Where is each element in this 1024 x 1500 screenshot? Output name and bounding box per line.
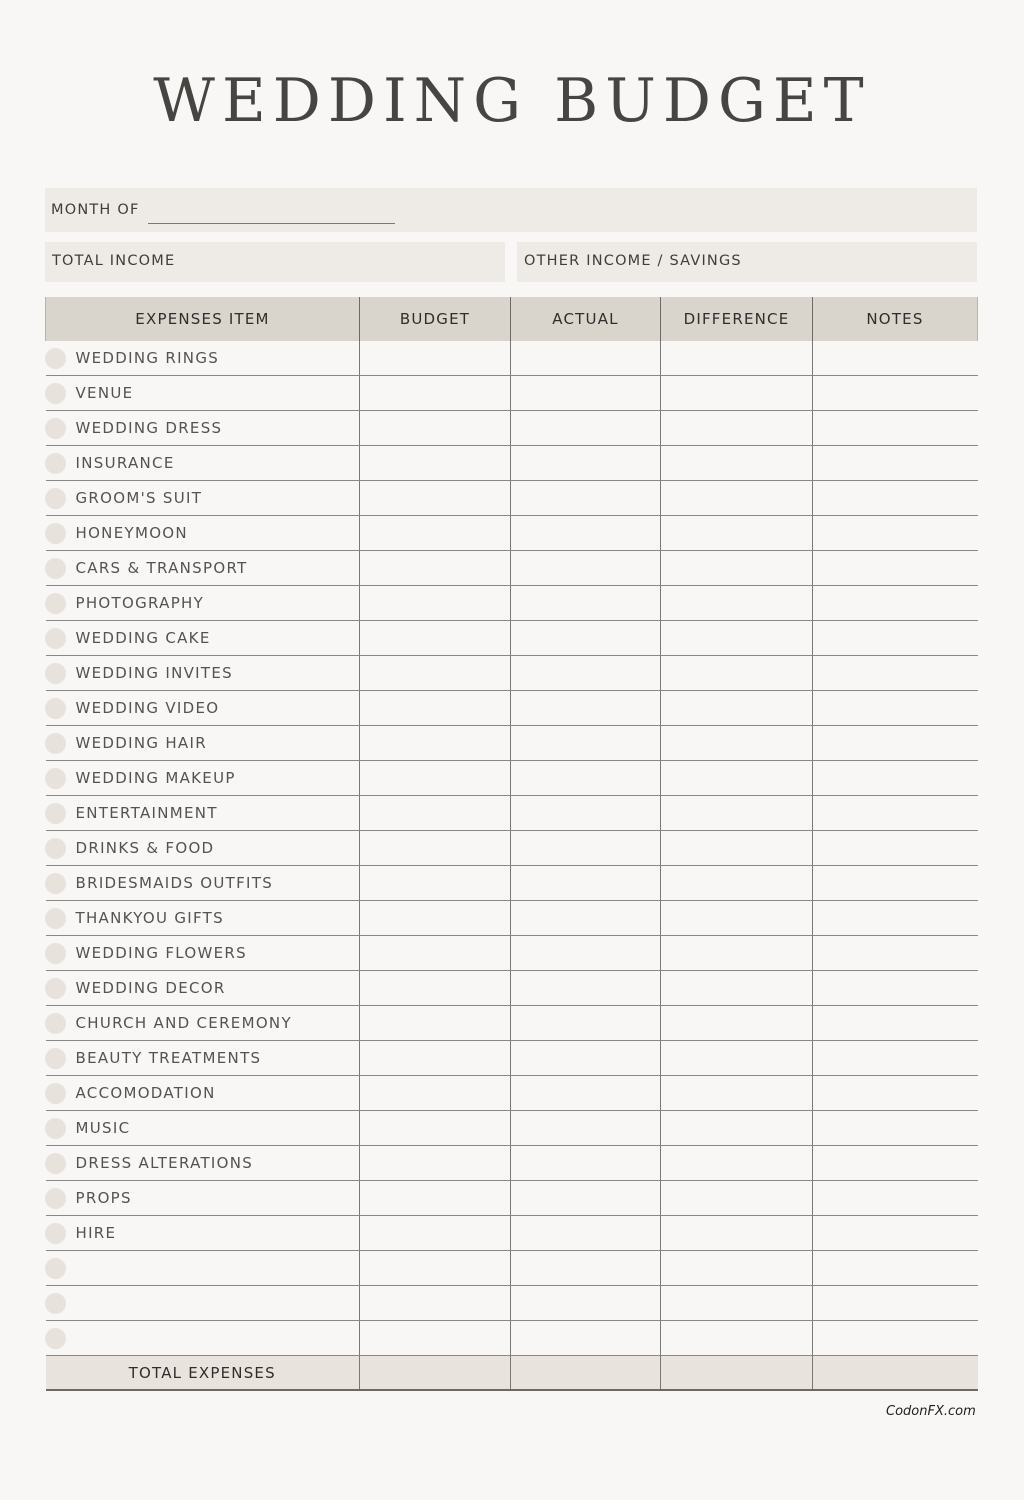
page-title: WEDDING BUDGET	[153, 66, 871, 136]
actual-cell[interactable]	[511, 341, 661, 376]
actual-cell[interactable]	[511, 1251, 661, 1286]
notes-cell[interactable]	[813, 1111, 978, 1146]
bullet-circle-icon[interactable]	[45, 628, 66, 649]
actual-cell[interactable]	[511, 796, 661, 831]
total-budget-cell[interactable]	[360, 1356, 511, 1391]
expense-item-cell[interactable]	[46, 1216, 360, 1251]
table-row	[46, 1251, 978, 1286]
actual-cell[interactable]	[511, 936, 661, 971]
actual-cell[interactable]	[511, 1076, 661, 1111]
difference-cell[interactable]	[661, 621, 813, 656]
expense-item-label: WEDDING HAIR	[75, 734, 207, 752]
expense-item-label: GROOM'S SUIT	[75, 489, 203, 507]
table-row	[46, 1321, 978, 1356]
table-row	[46, 621, 978, 656]
expense-item-cell[interactable]	[46, 1181, 360, 1216]
difference-cell[interactable]	[661, 586, 813, 621]
expense-item-cell[interactable]	[46, 936, 360, 971]
expense-item-cell[interactable]	[46, 1251, 360, 1286]
expense-item-label: BEAUTY TREATMENTS	[75, 1049, 262, 1067]
table-row	[46, 1041, 978, 1076]
total-difference-cell[interactable]	[661, 1356, 813, 1391]
table-row	[46, 1216, 978, 1251]
expense-item-label: PROPS	[75, 1189, 132, 1207]
notes-cell[interactable]	[813, 831, 978, 866]
column-header-actual: ACTUAL	[511, 297, 661, 341]
actual-cell[interactable]	[511, 866, 661, 901]
expense-item-label: VENUE	[75, 384, 134, 402]
expense-item-cell[interactable]	[46, 621, 360, 656]
difference-cell[interactable]	[661, 516, 813, 551]
actual-cell[interactable]	[511, 411, 661, 446]
actual-cell[interactable]	[511, 1181, 661, 1216]
expense-item-cell[interactable]	[46, 1321, 360, 1356]
notes-cell[interactable]	[813, 691, 978, 726]
difference-cell[interactable]	[661, 796, 813, 831]
bullet-circle-icon[interactable]	[45, 768, 66, 789]
bullet-circle-icon[interactable]	[45, 1258, 66, 1279]
notes-cell[interactable]	[813, 1006, 978, 1041]
notes-cell[interactable]	[813, 1076, 978, 1111]
actual-cell[interactable]	[511, 831, 661, 866]
other-income-field[interactable]	[517, 242, 977, 282]
expense-item-label: DRESS ALTERATIONS	[75, 1154, 254, 1172]
bullet-circle-icon[interactable]	[45, 1328, 66, 1349]
bullet-circle-icon[interactable]	[45, 698, 66, 719]
difference-cell[interactable]	[661, 1076, 813, 1111]
actual-cell[interactable]	[511, 1111, 661, 1146]
budget-cell[interactable]	[360, 866, 511, 901]
budget-cell[interactable]	[360, 1251, 511, 1286]
difference-cell[interactable]	[661, 446, 813, 481]
budget-cell[interactable]	[360, 1076, 511, 1111]
table-row	[46, 726, 978, 761]
table-row	[46, 586, 978, 621]
budget-cell[interactable]	[360, 726, 511, 761]
actual-cell[interactable]	[511, 761, 661, 796]
expense-item-cell[interactable]	[46, 1076, 360, 1111]
expense-item-cell[interactable]	[46, 656, 360, 691]
column-header-notes: NOTES	[813, 297, 978, 341]
difference-cell[interactable]	[661, 1251, 813, 1286]
notes-cell[interactable]	[813, 726, 978, 761]
expense-item-label: WEDDING INVITES	[75, 664, 233, 682]
expense-item-label: HONEYMOON	[75, 524, 188, 542]
bullet-circle-icon[interactable]	[45, 1083, 66, 1104]
notes-cell[interactable]	[813, 621, 978, 656]
budget-cell[interactable]	[360, 971, 511, 1006]
table-row	[46, 376, 978, 411]
table-row	[46, 411, 978, 446]
difference-cell[interactable]	[661, 691, 813, 726]
budget-cell[interactable]	[360, 446, 511, 481]
table-header-row	[46, 297, 978, 341]
actual-cell[interactable]	[511, 621, 661, 656]
expense-item-cell[interactable]	[46, 971, 360, 1006]
difference-cell[interactable]	[661, 1286, 813, 1321]
expense-item-label: PHOTOGRAPHY	[75, 594, 205, 612]
expense-item-cell[interactable]	[46, 551, 360, 586]
expense-item-cell[interactable]	[46, 901, 360, 936]
budget-cell[interactable]	[360, 411, 511, 446]
bullet-circle-icon[interactable]	[45, 348, 66, 369]
budget-cell[interactable]	[360, 516, 511, 551]
total-expenses-row	[46, 1356, 978, 1391]
expense-item-cell[interactable]	[46, 866, 360, 901]
expense-item-cell[interactable]	[46, 446, 360, 481]
difference-cell[interactable]	[661, 971, 813, 1006]
table-row	[46, 1111, 978, 1146]
difference-cell[interactable]	[661, 1146, 813, 1181]
table-row	[46, 1006, 978, 1041]
notes-cell[interactable]	[813, 1181, 978, 1216]
expense-item-cell[interactable]	[46, 1286, 360, 1321]
expense-item-label: MUSIC	[75, 1119, 131, 1137]
actual-cell[interactable]	[511, 446, 661, 481]
notes-cell[interactable]	[813, 656, 978, 691]
other-income-label: OTHER INCOME / SAVINGS	[524, 253, 742, 269]
difference-cell[interactable]	[661, 551, 813, 586]
difference-cell[interactable]	[661, 936, 813, 971]
expense-item-cell[interactable]	[46, 586, 360, 621]
bullet-circle-icon[interactable]	[45, 1153, 66, 1174]
expense-item-label: DRINKS & FOOD	[75, 839, 215, 857]
notes-cell[interactable]	[813, 1146, 978, 1181]
difference-cell[interactable]	[661, 1321, 813, 1356]
actual-cell[interactable]	[511, 656, 661, 691]
bullet-circle-icon[interactable]	[45, 418, 66, 439]
difference-cell[interactable]	[661, 376, 813, 411]
expense-item-cell[interactable]	[46, 376, 360, 411]
table-row	[46, 341, 978, 376]
bullet-circle-icon[interactable]	[45, 488, 66, 509]
table-row	[46, 551, 978, 586]
table-row	[46, 516, 978, 551]
expense-item-label: HIRE	[75, 1224, 117, 1242]
actual-cell[interactable]	[511, 1146, 661, 1181]
budget-cell[interactable]	[360, 621, 511, 656]
month-of-field[interactable]	[45, 188, 977, 232]
expense-item-label: ACCOMODATION	[75, 1084, 216, 1102]
budget-cell[interactable]	[360, 481, 511, 516]
expense-item-cell[interactable]	[46, 1111, 360, 1146]
bullet-circle-icon[interactable]	[45, 453, 66, 474]
bullet-circle-icon[interactable]	[45, 558, 66, 579]
bullet-circle-icon[interactable]	[45, 838, 66, 859]
actual-cell[interactable]	[511, 971, 661, 1006]
expense-item-cell[interactable]	[46, 726, 360, 761]
actual-cell[interactable]	[511, 1216, 661, 1251]
budget-cell[interactable]	[360, 901, 511, 936]
difference-cell[interactable]	[661, 1006, 813, 1041]
month-of-label: MONTH OF	[51, 202, 140, 218]
total-notes-cell[interactable]	[813, 1356, 978, 1391]
expense-item-label: WEDDING RINGS	[75, 349, 220, 367]
bullet-circle-icon[interactable]	[45, 908, 66, 929]
expense-item-cell[interactable]	[46, 481, 360, 516]
table-row	[46, 1181, 978, 1216]
notes-cell[interactable]	[813, 971, 978, 1006]
notes-cell[interactable]	[813, 866, 978, 901]
difference-cell[interactable]	[661, 901, 813, 936]
table-row	[46, 901, 978, 936]
table-row	[46, 971, 978, 1006]
difference-cell[interactable]	[661, 866, 813, 901]
actual-cell[interactable]	[511, 516, 661, 551]
difference-cell[interactable]	[661, 411, 813, 446]
table-row	[46, 866, 978, 901]
column-header-expenses-item: EXPENSES ITEM	[46, 297, 360, 341]
actual-cell[interactable]	[511, 726, 661, 761]
bullet-circle-icon[interactable]	[45, 733, 66, 754]
bullet-circle-icon[interactable]	[45, 383, 66, 404]
expense-item-cell[interactable]	[46, 691, 360, 726]
notes-cell[interactable]	[813, 1251, 978, 1286]
budget-cell[interactable]	[360, 761, 511, 796]
expense-item-cell[interactable]	[46, 341, 360, 376]
budget-cell[interactable]	[360, 341, 511, 376]
table-row	[46, 936, 978, 971]
difference-cell[interactable]	[661, 481, 813, 516]
table-row	[46, 481, 978, 516]
difference-cell[interactable]	[661, 831, 813, 866]
total-income-label: TOTAL INCOME	[52, 253, 176, 269]
budget-cell[interactable]	[360, 1286, 511, 1321]
actual-cell[interactable]	[511, 1006, 661, 1041]
notes-cell[interactable]	[813, 1041, 978, 1076]
budget-cell[interactable]	[360, 1111, 511, 1146]
expense-item-label: WEDDING DECOR	[75, 979, 226, 997]
actual-cell[interactable]	[511, 691, 661, 726]
actual-cell[interactable]	[511, 551, 661, 586]
expense-item-label: CHURCH AND CEREMONY	[75, 1014, 292, 1032]
column-header-budget: BUDGET	[360, 297, 511, 341]
notes-cell[interactable]	[813, 796, 978, 831]
expense-item-cell[interactable]	[46, 1006, 360, 1041]
bullet-circle-icon[interactable]	[45, 803, 66, 824]
expenses-table	[45, 297, 978, 1391]
bullet-circle-icon[interactable]	[45, 663, 66, 684]
bullet-circle-icon[interactable]	[45, 1223, 66, 1244]
difference-cell[interactable]	[661, 726, 813, 761]
difference-cell[interactable]	[661, 1216, 813, 1251]
budget-cell[interactable]	[360, 1216, 511, 1251]
bullet-circle-icon[interactable]	[45, 978, 66, 999]
notes-cell[interactable]	[813, 376, 978, 411]
bullet-circle-icon[interactable]	[45, 1293, 66, 1314]
notes-cell[interactable]	[813, 1286, 978, 1321]
budget-cell[interactable]	[360, 831, 511, 866]
expense-item-cell[interactable]	[46, 1146, 360, 1181]
notes-cell[interactable]	[813, 761, 978, 796]
difference-cell[interactable]	[661, 341, 813, 376]
difference-cell[interactable]	[661, 1041, 813, 1076]
total-expenses-label: TOTAL EXPENSES	[46, 1356, 360, 1391]
total-actual-cell[interactable]	[511, 1356, 661, 1391]
budget-cell[interactable]	[360, 551, 511, 586]
footer-watermark: CodonFX.com	[886, 1404, 976, 1419]
budget-cell[interactable]	[360, 1146, 511, 1181]
notes-cell[interactable]	[813, 516, 978, 551]
expense-item-label: WEDDING CAKE	[75, 629, 211, 647]
total-income-field[interactable]	[45, 242, 505, 282]
notes-cell[interactable]	[813, 1216, 978, 1251]
table-row	[46, 761, 978, 796]
budget-cell[interactable]	[360, 586, 511, 621]
notes-cell[interactable]	[813, 1321, 978, 1356]
bullet-circle-icon[interactable]	[45, 1118, 66, 1139]
actual-cell[interactable]	[511, 1321, 661, 1356]
budget-cell[interactable]	[360, 936, 511, 971]
budget-cell[interactable]	[360, 1006, 511, 1041]
actual-cell[interactable]	[511, 1286, 661, 1321]
bullet-circle-icon[interactable]	[45, 593, 66, 614]
difference-cell[interactable]	[661, 761, 813, 796]
budget-cell[interactable]	[360, 796, 511, 831]
notes-cell[interactable]	[813, 481, 978, 516]
expense-item-cell[interactable]	[46, 831, 360, 866]
table-row	[46, 1076, 978, 1111]
notes-cell[interactable]	[813, 551, 978, 586]
actual-cell[interactable]	[511, 481, 661, 516]
expense-item-label: BRIDESMAIDS OUTFITS	[75, 874, 274, 892]
notes-cell[interactable]	[813, 936, 978, 971]
notes-cell[interactable]	[813, 411, 978, 446]
bullet-circle-icon[interactable]	[45, 943, 66, 964]
expense-item-label: WEDDING FLOWERS	[75, 944, 247, 962]
table-row	[46, 691, 978, 726]
expense-item-label: INSURANCE	[75, 454, 175, 472]
expense-item-cell[interactable]	[46, 516, 360, 551]
difference-cell[interactable]	[661, 1111, 813, 1146]
bullet-circle-icon[interactable]	[45, 523, 66, 544]
actual-cell[interactable]	[511, 901, 661, 936]
actual-cell[interactable]	[511, 376, 661, 411]
bullet-circle-icon[interactable]	[45, 1188, 66, 1209]
table-row	[46, 796, 978, 831]
budget-cell[interactable]	[360, 656, 511, 691]
budget-cell[interactable]	[360, 1321, 511, 1356]
notes-cell[interactable]	[813, 586, 978, 621]
budget-cell[interactable]	[360, 1181, 511, 1216]
expense-item-label: THANKYOU GIFTS	[75, 909, 224, 927]
budget-cell[interactable]	[360, 376, 511, 411]
difference-cell[interactable]	[661, 656, 813, 691]
notes-cell[interactable]	[813, 341, 978, 376]
expense-item-cell[interactable]	[46, 761, 360, 796]
expense-item-label: ENTERTAINMENT	[75, 804, 218, 822]
bullet-circle-icon[interactable]	[45, 1013, 66, 1034]
table-row	[46, 1146, 978, 1181]
month-of-input-line[interactable]	[148, 223, 395, 224]
expense-item-label: WEDDING VIDEO	[75, 699, 220, 717]
actual-cell[interactable]	[511, 586, 661, 621]
expense-item-cell[interactable]	[46, 411, 360, 446]
bullet-circle-icon[interactable]	[45, 873, 66, 894]
table-row	[46, 1286, 978, 1321]
table-row	[46, 446, 978, 481]
bullet-circle-icon[interactable]	[45, 1048, 66, 1069]
expense-item-label: CARS & TRANSPORT	[75, 559, 248, 577]
expense-item-cell[interactable]	[46, 796, 360, 831]
notes-cell[interactable]	[813, 901, 978, 936]
column-header-difference: DIFFERENCE	[661, 297, 813, 341]
budget-cell[interactable]	[360, 691, 511, 726]
expense-item-label: WEDDING MAKEUP	[75, 769, 236, 787]
table-row	[46, 831, 978, 866]
expense-item-cell[interactable]	[46, 1041, 360, 1076]
table-row	[46, 656, 978, 691]
difference-cell[interactable]	[661, 1181, 813, 1216]
notes-cell[interactable]	[813, 446, 978, 481]
actual-cell[interactable]	[511, 1041, 661, 1076]
expense-item-label: WEDDING DRESS	[75, 419, 223, 437]
budget-cell[interactable]	[360, 1041, 511, 1076]
